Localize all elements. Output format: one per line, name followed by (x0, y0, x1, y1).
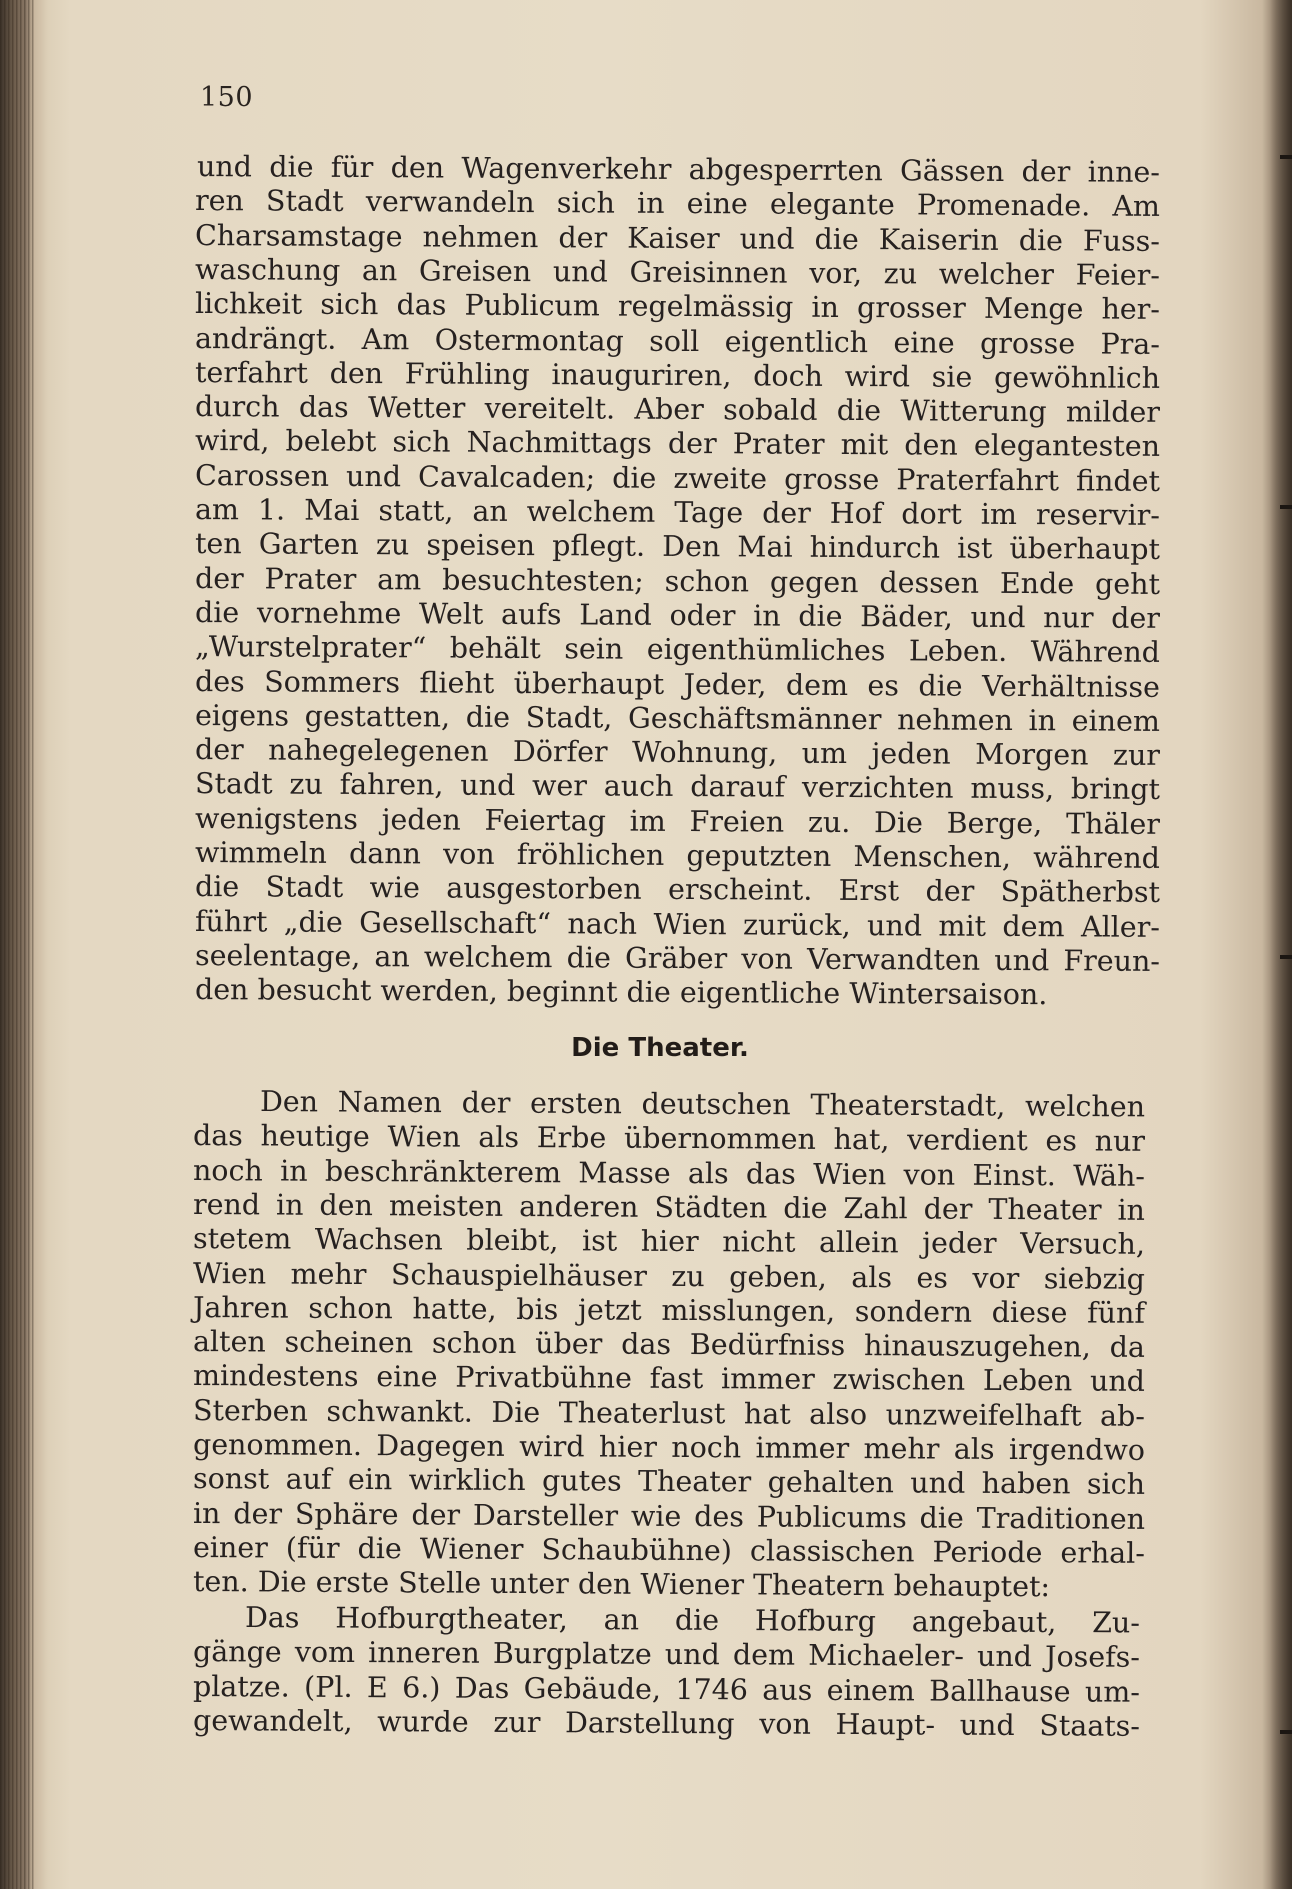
text-line: die Stadt wie ausgestorben erscheint. Erst der Spätherbst (194, 870, 1161, 910)
text-line: einer (für die Wiener Schaubühne) classischen Periode erhal- (192, 1530, 1146, 1570)
text-line: waschung an Greisen und Greisinnen vor, zu welcher Feier- (194, 252, 1161, 292)
text-line: des Sommers flieht überhaupt Jeder, dem es die Verhältnisse (194, 664, 1161, 704)
text-line: Wien mehr Schauspielhäuser zu geben, als es vor siebzig (192, 1256, 1146, 1296)
text-line: der nahegelegenen Dörfer Wohnung, um jeden Morgen zur (194, 733, 1161, 772)
text-line: die vornehme Welt aufs Land oder in die Bäder, und nur der (194, 595, 1161, 635)
text-line: in der Sphäre der Darsteller wie des Publicums die Traditionen (192, 1496, 1146, 1536)
text-line: rend in den meisten anderen Städten die Zahl der Theater in (192, 1187, 1146, 1227)
text-line: Stadt zu fahren, und wer auch darauf verzichten muss, bringt (194, 767, 1161, 807)
text-line: gänge vom inneren Burgplatze und dem Michaeler- und Josefs- (192, 1635, 1141, 1675)
text-line: gewandelt, wurde zur Darstellung von Haupt- und Staats- (192, 1703, 1141, 1743)
text-line: seelentage, an welchem die Gräber von Verwandten und Freun- (194, 938, 1161, 978)
text-line: wenigstens jeden Feiertag im Freien zu. Die Berge, Thäler (194, 801, 1161, 841)
text-line: wird, belebt sich Nachmittags der Prater mit den elegantesten (194, 424, 1161, 464)
text-line: Jahren schon hatte, bis jetzt misslungen, sondern diese fünf (192, 1290, 1146, 1330)
text-line: „Wurstelprater“ behält sein eigenthümliches Leben. Während (194, 630, 1161, 670)
text-line: Sterben schwankt. Die Theaterlust hat also unzweifelhaft ab- (192, 1393, 1146, 1433)
page-number: 150 (200, 82, 254, 113)
text-line: alten scheinen schon über das Bedürfniss hinauszugehen, da (192, 1325, 1146, 1364)
text-line: Das Hofburgtheater, an die Hofburg angebaut, Zu- (244, 1601, 1141, 1640)
edge-mark (1280, 155, 1292, 159)
text-line: lichkeit sich das Publicum regelmässig in grosser Menge her- (194, 287, 1161, 327)
text-line: führt „die Gesellschaft“ nach Wien zurück, und mit dem Aller- (194, 904, 1161, 944)
text-line: noch in beschränkterem Masse als das Wien von Einst. Wäh- (192, 1153, 1146, 1193)
text-line: wimmeln dann von fröhlichen geputzten Menschen, während (194, 836, 1161, 875)
text-line: stetem Wachsen bleibt, ist hier nicht allein jeder Versuch, (192, 1222, 1146, 1262)
text-line: terfahrt den Frühling inauguriren, doch wird sie gewöhnlich (194, 355, 1161, 395)
text-line: den besucht werden, beginnt die eigentliche Wintersaison. (194, 973, 1048, 1012)
text-line: und die für den Wagenverkehr abgesperrten Gässen der inne- (196, 150, 1161, 189)
edge-mark (1280, 955, 1292, 959)
text-line: mindestens eine Privatbühne fast immer zwischen Leben und (192, 1359, 1146, 1399)
text-line: ren Stadt verwandeln sich in eine elegante Promenade. Am (194, 184, 1161, 224)
edge-mark (1280, 505, 1292, 509)
book-spine-edge (0, 0, 34, 1889)
text-line: Carossen und Cavalcaden; die zweite grosse Praterfahrt findet (194, 458, 1161, 498)
text-line: der Prater am besuchtesten; schon gegen dessen Ende geht (194, 561, 1161, 601)
section-heading: Die Theater. (571, 1033, 749, 1063)
text-line: andrängt. Am Ostermontag soll eigentlich eine grosse Pra- (194, 321, 1161, 361)
text-line: ten Garten zu speisen pflegt. Den Mai hindurch ist überhaupt (194, 527, 1161, 567)
text-line: platze. (Pl. E 6.) Das Gebäude, 1746 aus einem Ballhause um- (192, 1669, 1141, 1709)
text-line: ten. Die erste Stelle unter den Wiener Theatern behauptet: (192, 1565, 1051, 1604)
edge-mark (1280, 1730, 1292, 1734)
text-line: das heutige Wien als Erbe übernommen hat, verdient es nur (192, 1119, 1146, 1159)
text-line: eigens gestatten, die Stadt, Geschäftsmänner nehmen in einem (194, 698, 1161, 738)
text-line: genommen. Dagegen wird hier noch immer mehr als irgendwo (192, 1428, 1146, 1467)
text-line: sonst auf ein wirklich gutes Theater gehalten und haben sich (192, 1462, 1146, 1502)
text-line: am 1. Mai statt, an welchem Tage der Hof dort im reservir- (194, 493, 1161, 532)
page-right-edge (1270, 0, 1292, 1889)
text-line: Den Namen der ersten deutschen Theaterstadt, welchen (259, 1085, 1146, 1124)
text-line: durch das Wetter vereitelt. Aber sobald die Witterung milder (194, 390, 1161, 429)
text-line: Charsamstage nehmen der Kaiser und die Kaiserin die Fuss- (194, 218, 1161, 258)
